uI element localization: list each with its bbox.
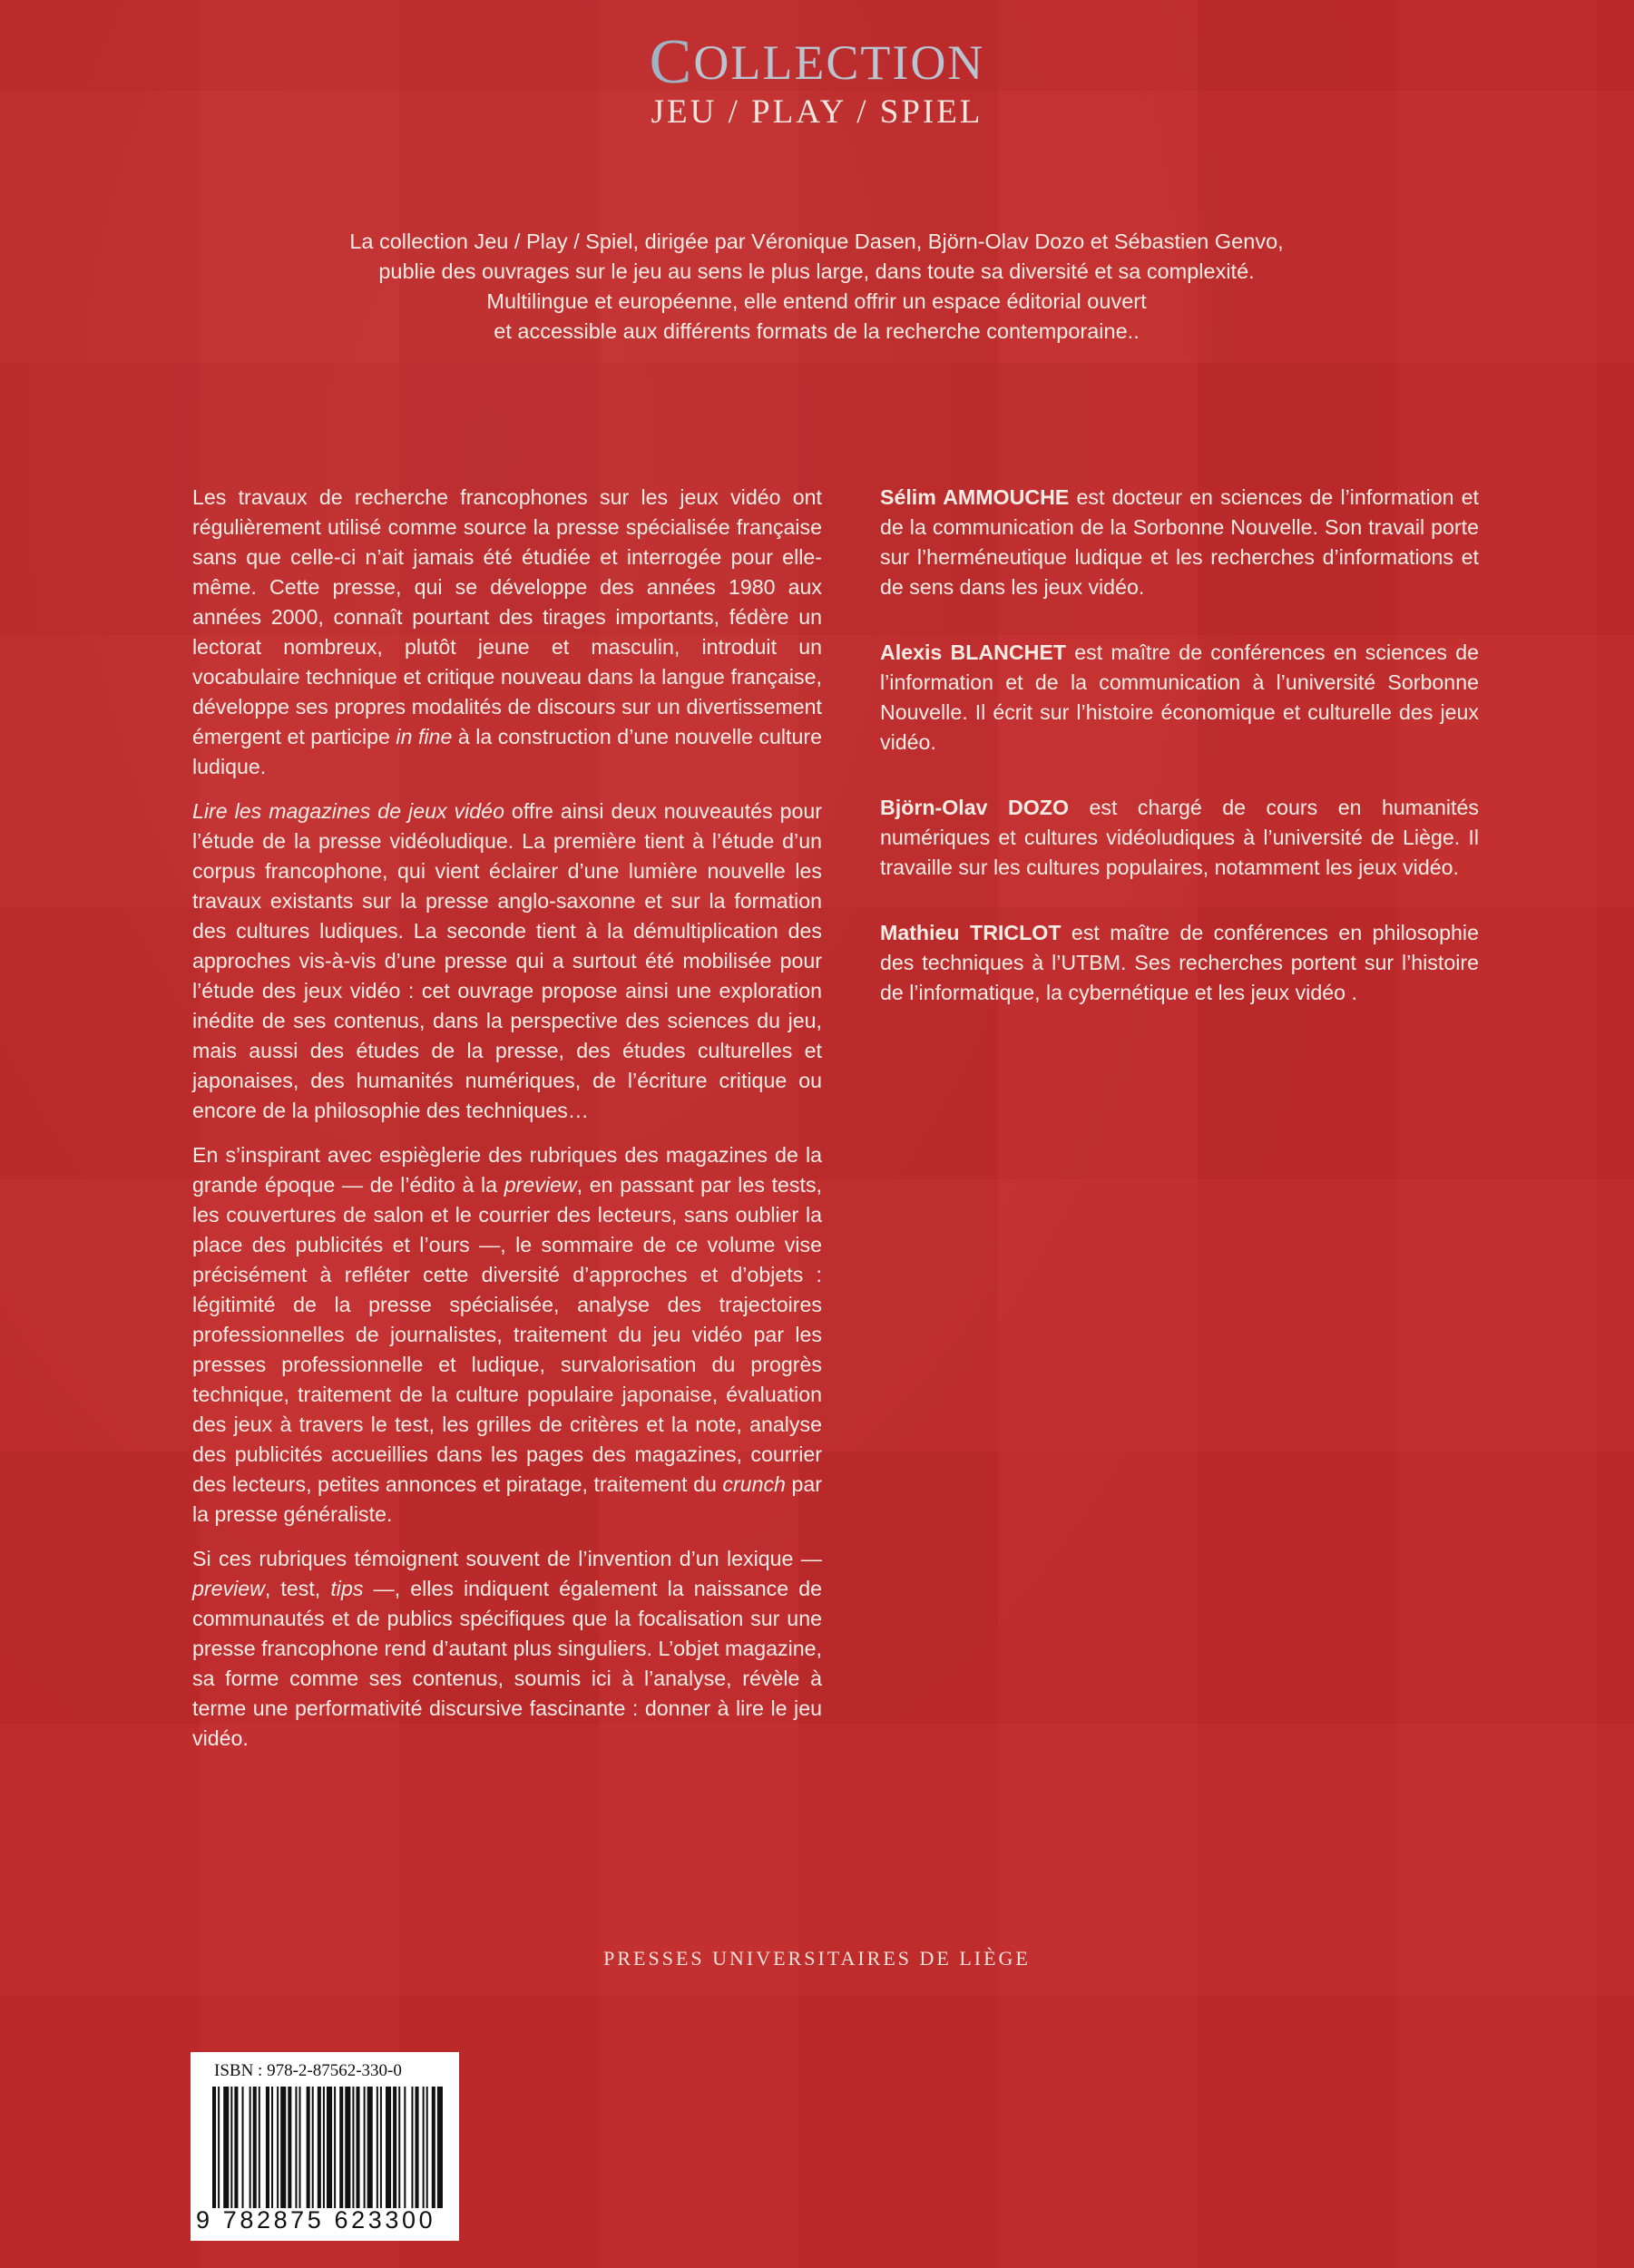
logo-subtitle: JEU / PLAY / SPIEL (651, 93, 983, 131)
barcode-digits: 9 782875 623300 (196, 2206, 436, 2234)
collection-logo (0, 27, 1634, 132)
author-bios (880, 483, 1479, 1043)
isbn-barcode (191, 2052, 459, 2241)
description-paragraph: Les travaux de recherche francophones sur les jeux vidéo ont régulièrement utilisé comme source la presse spécialisée française sans que celle-ci n’ait jamais été étudiée et interrogée pour elle-même. Cette presse, qui se développe des années 1980 aux années 2000, connaît pourtant des tirages importants, fédère un lectorat nombreux, plutôt jeune et masculin, introduit un vocabulaire technique et critique nouveau dans la langue française, développe ses propres modalités de discours sur un divertissement émergent et participe in fine à la construction d’une nouvelle culture ludique. (192, 485, 822, 778)
author-name: Alexis BLANCHET (880, 640, 1067, 664)
intro-line: et accessible aux différents formats de la recherche contemporaine.. (494, 319, 1140, 343)
book-title: Lire les magazines de jeux vidéo (192, 799, 504, 823)
logo-title (0, 27, 1634, 97)
intro-line: Multilingue et européenne, elle entend offrir un espace éditorial ouvert (486, 289, 1147, 313)
isbn-label: ISBN : 978-2-87562-330-0 (214, 2061, 402, 2080)
barcode-bars (212, 2087, 445, 2208)
book-description (192, 483, 822, 1768)
logo-rest: OLLECTION (693, 35, 985, 90)
collection-intro (272, 227, 1361, 347)
description-paragraph: Si ces rubriques témoignent souvent de l’invention d’un lexique — preview, test, tips —, elles indiquent également la naissance de communautés et de publics spécifiques que la focalisation sur une presse francophone rend d’autant plus singuliers. L’objet magazine, sa forme comme ses contenus, soumis ici à l’analyse, révèle à terme une performativité discursive fascinante : donner à lire le jeu vidéo. (192, 1547, 822, 1750)
author-name: Björn-Olav DOZO (880, 796, 1069, 819)
logo-initial: C (649, 27, 694, 97)
author-bio: Mathieu TRICLOT est maître de conférences en philosophie des techniques à l’UTBM. Ses recherches portent sur l’histoire de l’informatique, la cybernétique et les jeux vidéo . (880, 921, 1479, 1004)
author-bio: Sélim AMMOUCHE est docteur en sciences de l’information et de la communication de la Sorbonne Nouvelle. Son travail porte sur l’herméneutique ludique et les recherches d’informations et de sens dans les jeux vidéo. (880, 485, 1480, 599)
intro-line: publie des ouvrages sur le jeu au sens le plus large, dans toute sa diversité et sa complexité. (378, 259, 1255, 283)
intro-line: La collection Jeu / Play / Spiel, dirigée par Véronique Dasen, Björn-Olav Dozo et Sébastien Genvo, (349, 230, 1284, 253)
author-name: Mathieu TRICLOT (880, 921, 1062, 944)
author-bio: Alexis BLANCHET est maître de conférences en sciences de l’information et de la communication à l’université Sorbonne Nouvelle. Il écrit sur l’histoire économique et culturelle des jeux vidéo. (880, 640, 1480, 754)
publisher-name: PRESSES UNIVERSITAIRES DE LIÈGE (603, 1947, 1031, 1970)
description-paragraph: Lire les magazines de jeux vidéo offre ainsi deux nouveautés pour l’étude de la presse vidéoludique. La première tient à l’étude d’un corpus francophone, qui vient éclairer d’une lumière nouvelle les travaux existants sur la presse anglo-saxonne et sur la formation des cultures ludiques. La seconde tient à la démultiplication des approches vis-à-vis d’une presse qui a surtout été mobilisée pour l’étude des jeux vidéo : cet ouvrage propose ainsi une exploration inédite de ses contenus, dans la perspective des sciences du jeu, mais aussi des études de la presse, des études culturelles et japonaises, des humanités numériques, de l’écriture critique ou encore de la philosophie des techniques… (192, 799, 822, 1122)
author-bio: Björn-Olav DOZO est chargé de cours en humanités numériques et cultures vidéoludiques à l’université de Liège. Il travaille sur les cultures populaires, notamment les jeux vidéo. (880, 796, 1479, 879)
author-name: Sélim AMMOUCHE (880, 485, 1070, 509)
description-paragraph: En s’inspirant avec espièglerie des rubriques des magazines de la grande époque — de l’édito à la preview, en passant par les tests, les couvertures de salon et le courrier des lecteurs, sans oublier la place des publicités et l’ours —, le sommaire de ce volume vise précisément à refléter cette diversité d’approches et d’objets : légitimité de la presse spécialisée, analyse des trajectoires professionnelles de journalistes, traitement du jeu vidéo par les presses professionnelle et ludique, survalorisation du progrès technique, traitement de la culture populaire japonaise, évaluation des jeux à travers le test, les grilles de critères et la note, analyse des publicités accueillies dans les pages des magazines, courrier des lecteurs, petites annonces et piratage, traitement du crunch par la presse généraliste. (192, 1143, 822, 1526)
